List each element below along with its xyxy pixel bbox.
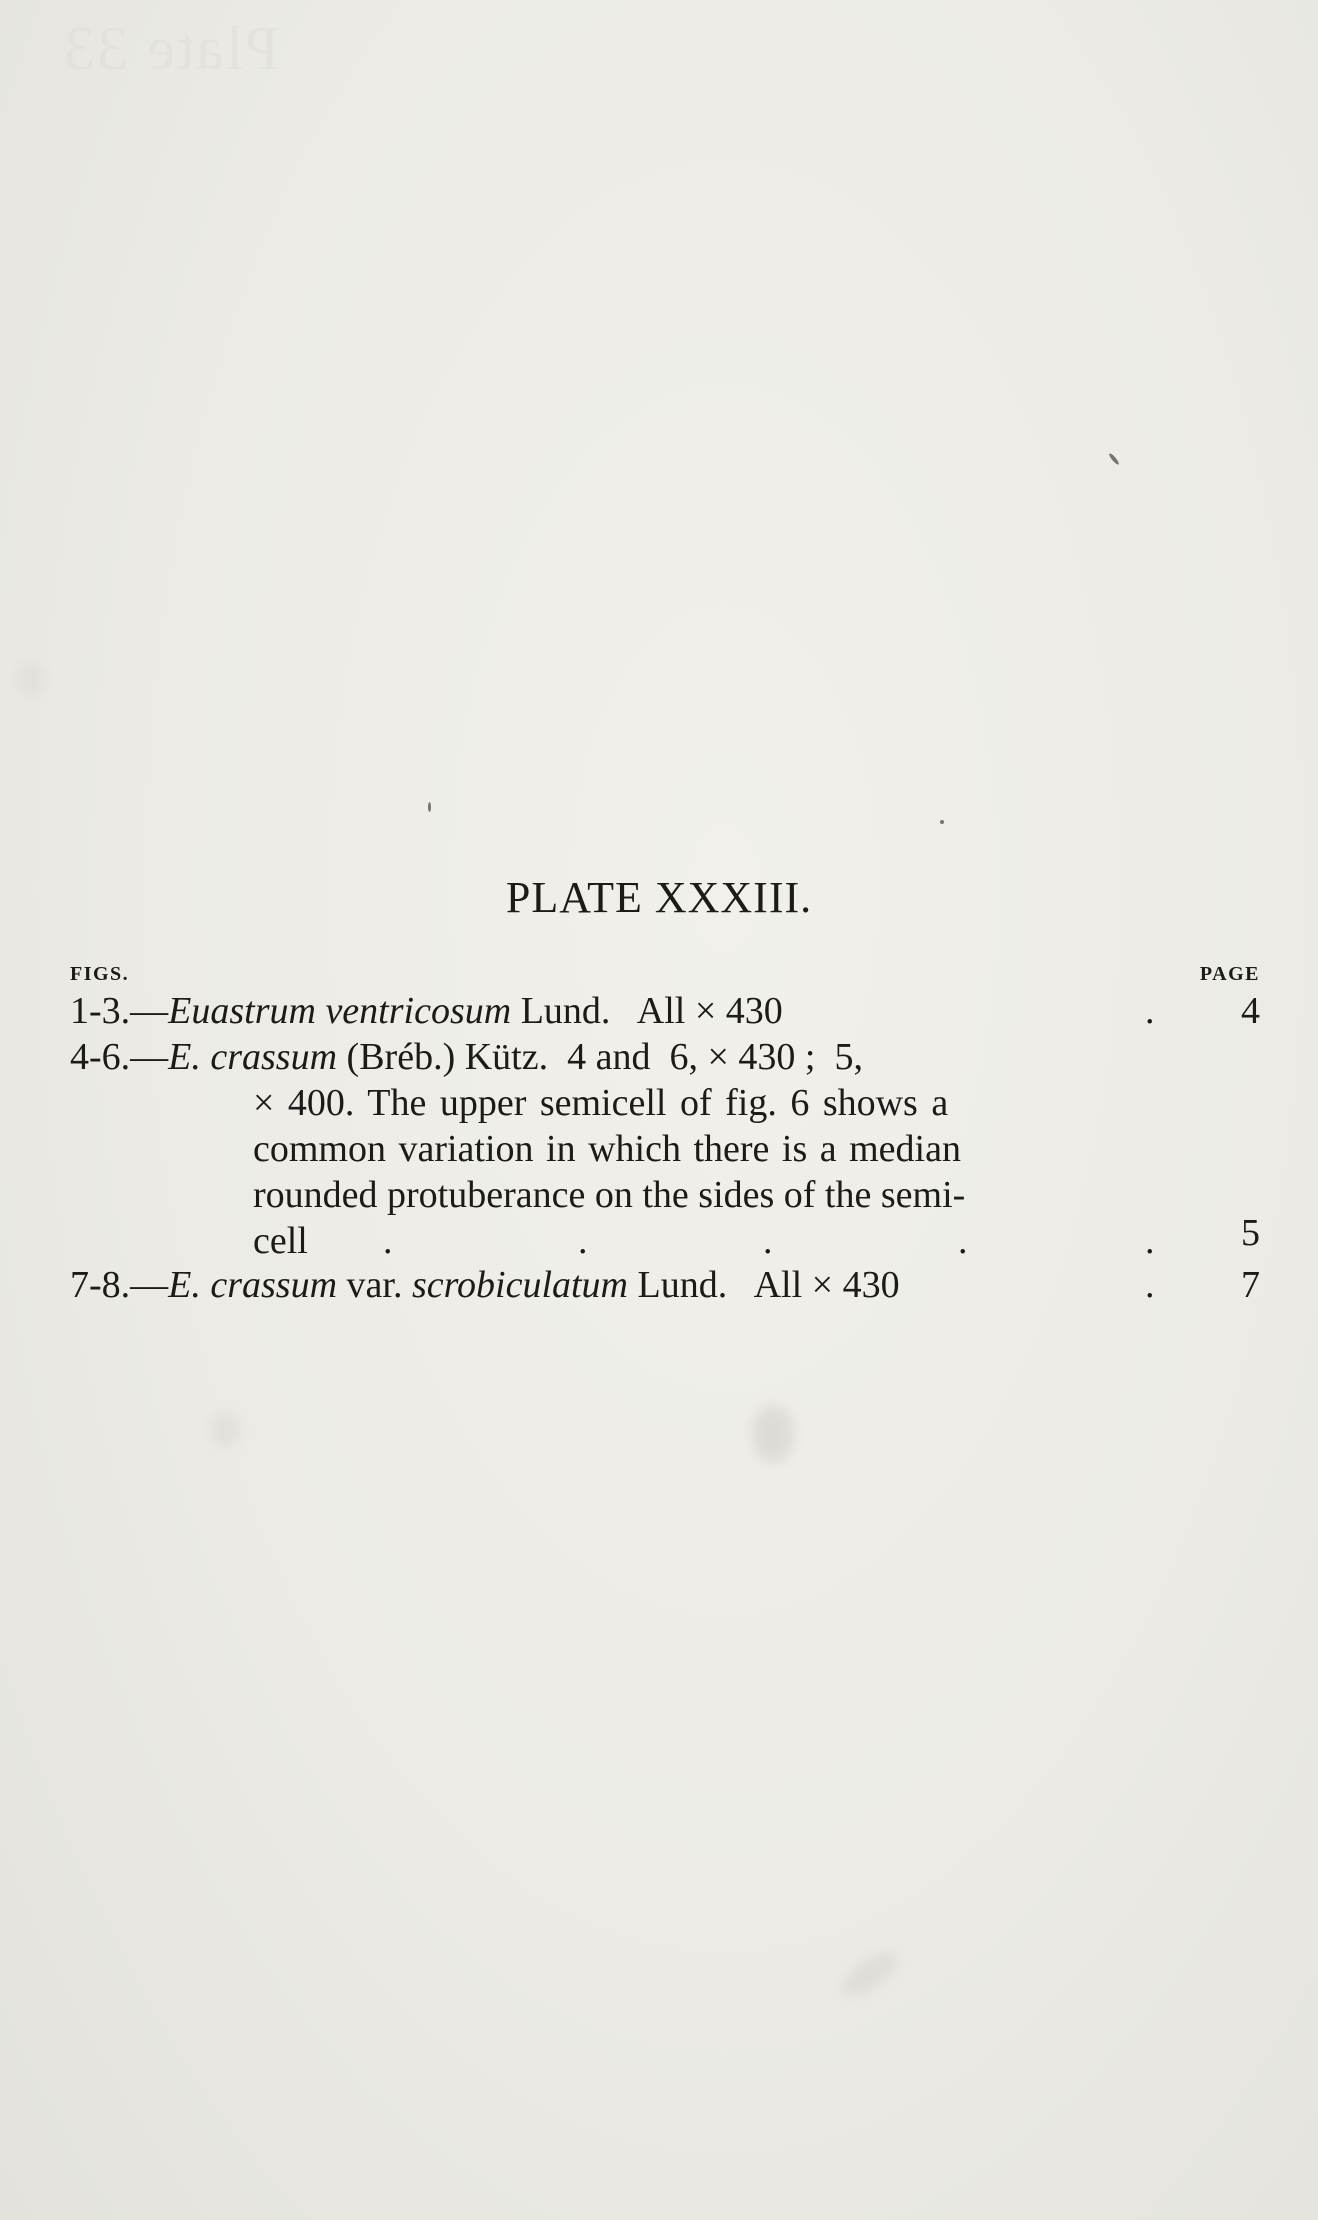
entry-details: (Bréb.) Kütz. 4 and 6, × 430 ; 5, — [337, 1036, 863, 1078]
entry-page-number: 7 — [1241, 1264, 1260, 1306]
entry-species-name: E. crassum — [168, 1264, 338, 1306]
ink-speck — [428, 802, 431, 812]
entry-figs: 4-6.— — [70, 1036, 169, 1078]
leader-dot: . — [578, 1220, 588, 1262]
smudge-mark — [836, 1944, 904, 2004]
leader-dot: . — [1145, 1264, 1155, 1306]
entry-species-name: Euastrum ventricosum — [168, 990, 512, 1032]
entry-connector: var. — [337, 1264, 412, 1306]
plate-entry — [70, 1034, 863, 1080]
plate-entry — [70, 988, 783, 1034]
entry-figs: 1-3.— — [70, 990, 169, 1032]
entry-continuation: cell — [253, 1220, 308, 1262]
entry-continuation: common variation in which there is a median — [253, 1128, 961, 1170]
entry-page-number: 4 — [1241, 990, 1260, 1032]
leader-dot: . — [958, 1220, 968, 1262]
smudge-mark — [752, 1405, 794, 1463]
entry-variety-name: scrobiculatum — [411, 1264, 628, 1306]
page-column-heading: PAGE — [1199, 963, 1260, 985]
entry-continuation: rounded protuberance on the sides of the semi- — [253, 1174, 966, 1216]
plate-title: PLATE XXXIII. — [505, 873, 813, 922]
leader-dot: . — [383, 1220, 393, 1262]
ink-speck — [1108, 452, 1120, 465]
ink-speck — [940, 820, 944, 824]
leader-dot: . — [763, 1220, 773, 1262]
entry-continuation: × 400. The upper semicell of fig. 6 shows a — [253, 1082, 949, 1124]
smudge-mark — [18, 662, 44, 696]
plate-entry — [70, 1262, 900, 1308]
smudge-mark — [210, 1412, 240, 1448]
entry-details: Lund. All × 430 — [628, 1264, 900, 1306]
figs-column-heading: FIGS. — [70, 963, 130, 985]
entry-details: Lund. All × 430 — [511, 990, 783, 1032]
entry-page-number: 5 — [1241, 1212, 1260, 1254]
leader-dot: . — [1145, 990, 1155, 1032]
entry-species-name: E. crassum — [168, 1036, 338, 1078]
bleed-through-text: Plate 33 — [62, 15, 280, 83]
leader-dot: . — [1145, 1220, 1155, 1262]
entry-figs: 7-8.— — [70, 1264, 169, 1306]
